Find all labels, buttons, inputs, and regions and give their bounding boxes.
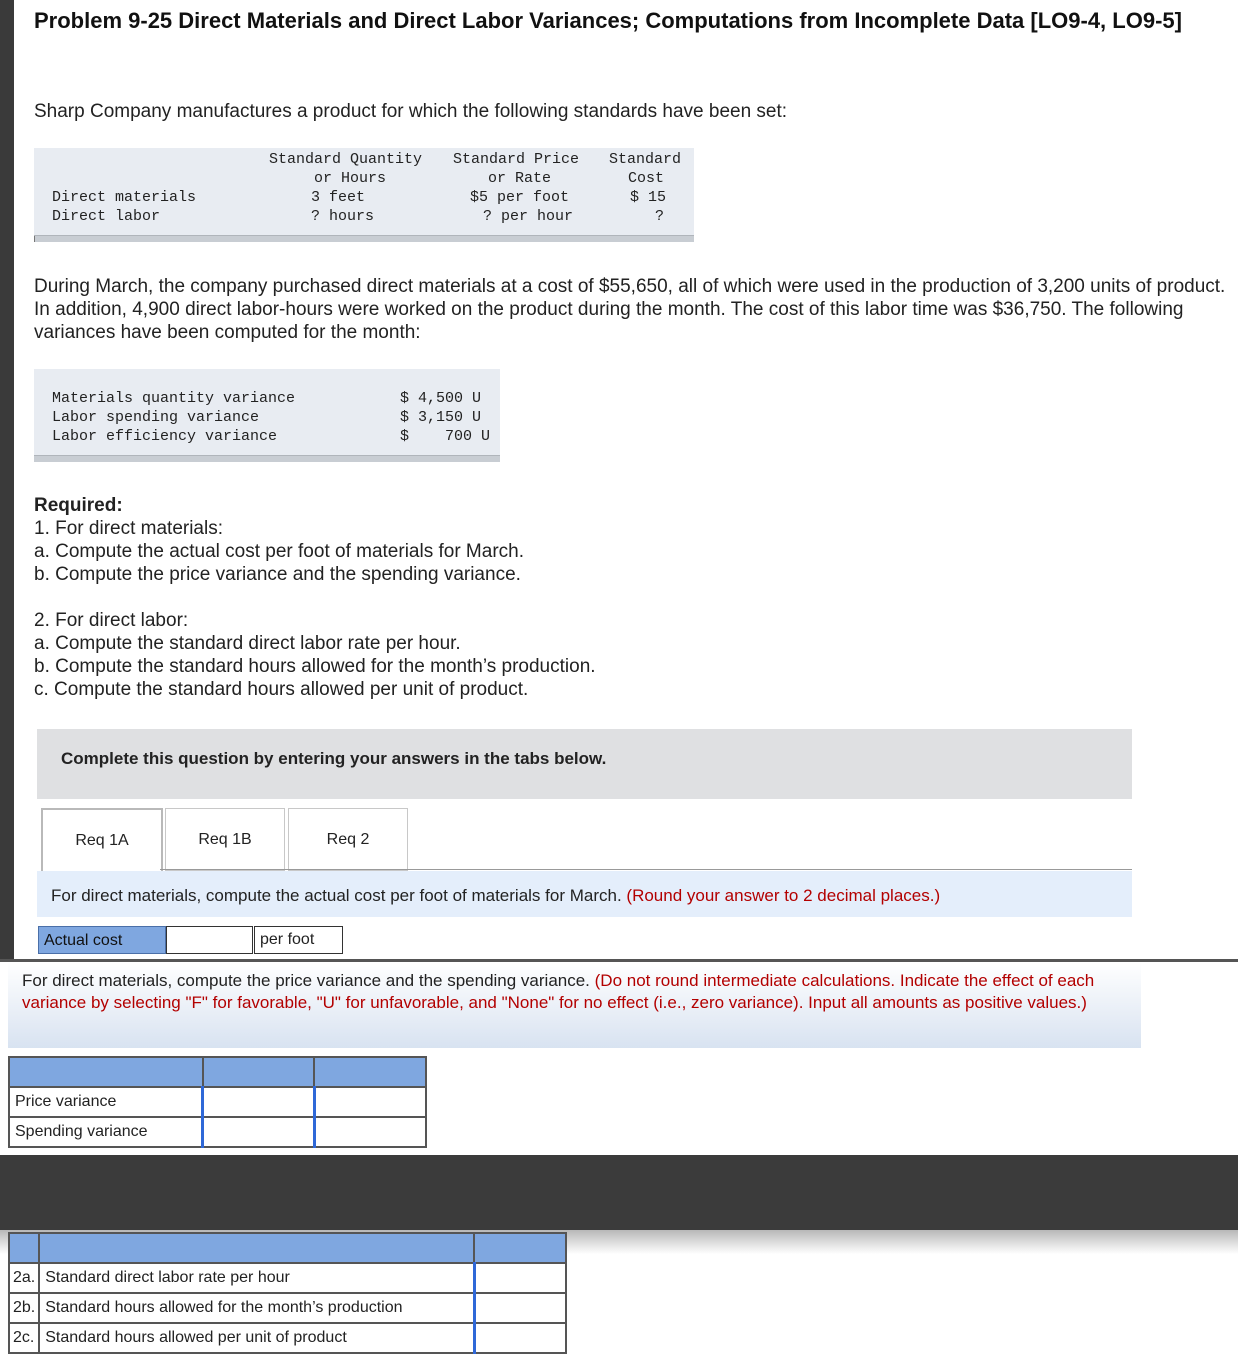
req1b-note: (Do not round intermediate calculations. Indicate the effect of each variance by selecting "F" for favorable, "U" for unfavorable, and "None" for no effect (i.e., zero variance). Input all amounts as positive values.) <box>22 971 1095 1012</box>
row-label: Standard direct labor rate per hour <box>39 1263 474 1293</box>
header-cell <box>9 1233 39 1263</box>
req1b-instruction-box <box>8 962 1141 1048</box>
required-line: 1. For direct materials: <box>34 518 223 539</box>
intro-text: Sharp Company manufactures a product for which the following standards have been set: <box>34 101 788 122</box>
req1a-instruction: For direct materials, compute the actual cost per foot of materials for March. <box>51 886 622 905</box>
required-line: a. Compute the standard direct labor rate per hour. <box>34 633 461 654</box>
row-qty: ? hours <box>311 208 375 225</box>
row-number: 2c. <box>9 1323 39 1353</box>
header-cell <box>314 1057 426 1087</box>
variance-value: $ 3,150 U <box>400 409 482 426</box>
complete-prompt-box <box>37 729 1132 799</box>
spending-variance-effect-select[interactable] <box>314 1117 426 1147</box>
variance-value: $ 4,500 U <box>400 390 482 407</box>
required-line: a. Compute the actual cost per foot of materials for March. <box>34 541 525 562</box>
req1a-instruction-box <box>37 871 1132 917</box>
tab-divider <box>160 869 1132 870</box>
row-label: Direct labor <box>52 208 161 225</box>
header-price-1: Standard Price <box>453 151 580 168</box>
variance-label: Labor spending variance <box>52 409 260 426</box>
required-heading: Required: <box>34 495 123 516</box>
complete-prompt: Complete this question by entering your answers in the tabs below. <box>61 749 607 768</box>
required-section <box>34 494 596 701</box>
standards-table <box>34 148 694 242</box>
actual-cost-label: Actual cost <box>38 926 166 954</box>
req1b-table <box>8 1056 427 1148</box>
req1a-note: (Round your answer to 2 decimal places.) <box>626 886 941 905</box>
variances-table <box>34 369 500 462</box>
price-variance-amount-input[interactable] <box>203 1087 315 1117</box>
row-cost: ? <box>655 208 665 225</box>
req2-table <box>8 1232 567 1354</box>
row-label: Direct materials <box>52 189 197 206</box>
required-line: 2. For direct labor: <box>34 610 189 631</box>
required-line: b. Compute the standard hours allowed for the month’s production. <box>34 656 596 677</box>
hours-per-unit-input[interactable] <box>474 1323 566 1353</box>
left-border <box>0 0 14 960</box>
per-foot-unit: per foot <box>254 926 343 954</box>
spending-variance-amount-input[interactable] <box>203 1117 315 1147</box>
tab-req-1a[interactable]: Req 1A <box>41 808 163 872</box>
scenario-paragraph: During March, the company purchased direct materials at a cost of $55,650, all of which were used in the production of 3,200 units of product. In addition, 4,900 direct labor-hours were worked on the product during the month. The cost of this labor time was $36,750. The following variances have been computed for the month: <box>34 276 1226 343</box>
row-qty: 3 feet <box>311 189 366 206</box>
row-number: 2b. <box>9 1293 39 1323</box>
price-variance-label: Price variance <box>9 1087 203 1117</box>
table-footer <box>34 235 694 242</box>
variance-label: Labor efficiency variance <box>52 428 278 445</box>
row-label: Standard hours allowed per unit of product <box>39 1323 474 1353</box>
header-cell <box>9 1057 203 1087</box>
variance-label: Materials quantity variance <box>52 390 296 407</box>
labor-rate-input[interactable] <box>474 1263 566 1293</box>
row-number: 2a. <box>9 1263 39 1293</box>
header-cell <box>474 1233 566 1263</box>
actual-cost-input[interactable] <box>166 926 253 954</box>
required-line: c. Compute the standard hours allowed per unit of product. <box>34 679 529 700</box>
dark-band <box>0 1155 1238 1230</box>
header-qty-1: Standard Quantity <box>269 151 423 168</box>
tab-req-1b[interactable]: Req 1B <box>165 808 285 871</box>
row-price: $5 per foot <box>470 189 570 206</box>
header-price-2: or Rate <box>488 170 552 187</box>
row-cost: $ 15 <box>630 189 667 206</box>
header-cost-2: Cost <box>628 170 665 187</box>
header-cell <box>39 1233 474 1263</box>
header-cell <box>203 1057 315 1087</box>
row-price: ? per hour <box>483 208 574 225</box>
standard-hours-input[interactable] <box>474 1293 566 1323</box>
variance-value: $ 700 U <box>400 428 491 445</box>
req1b-instruction: For direct materials, compute the price variance and the spending variance. <box>22 971 590 990</box>
required-line: b. Compute the price variance and the spending variance. <box>34 564 521 585</box>
header-qty-2: or Hours <box>314 170 387 187</box>
problem-title: Problem 9-25 Direct Materials and Direct Labor Variances; Computations from Incomplete Data [LO9-4, LO9-5] <box>34 8 1182 33</box>
row-label: Standard hours allowed for the month’s production <box>39 1293 474 1323</box>
table-footer <box>34 455 500 462</box>
spending-variance-label: Spending variance <box>9 1117 203 1147</box>
tab-req-2[interactable]: Req 2 <box>288 808 408 871</box>
header-cost-1: Standard <box>609 151 682 168</box>
price-variance-effect-select[interactable] <box>314 1087 426 1117</box>
